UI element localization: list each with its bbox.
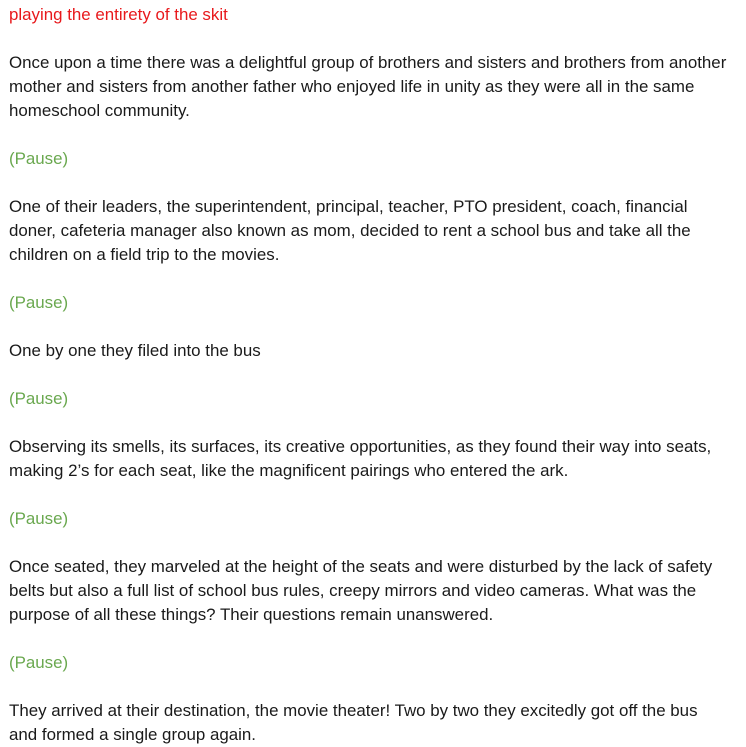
pause-cue: (Pause) bbox=[9, 653, 69, 672]
story-paragraph: Once upon a time there was a delightful group of brothers and sisters and brothers from another mother and sisters from another father who enjoyed life in unity as they were all in the same homeschool community. bbox=[9, 53, 727, 120]
story-paragraph: Observing its smells, its surfaces, its creative opportunities, as they found their way into seats, making 2’s for each seat, like the magnificent pairings who entered the ark. bbox=[9, 437, 712, 480]
story-paragraph: They arrived at their destination, the movie theater! Two by two they excitedly got off the bus and formed a single group again. bbox=[9, 701, 698, 744]
story-paragraph: One of their leaders, the superintendent, principal, teacher, PTO president, coach, financial doner, cafeteria manager also known as mom, decided to rent a school bus and take all the children on a field trip to the movies. bbox=[9, 197, 691, 264]
pause-cue: (Pause) bbox=[9, 389, 69, 408]
document-heading: playing the entirety of the skit bbox=[9, 5, 228, 24]
pause-cue: (Pause) bbox=[9, 149, 69, 168]
pause-cue: (Pause) bbox=[9, 293, 69, 312]
pause-cue: (Pause) bbox=[9, 509, 69, 528]
story-paragraph: One by one they filed into the bus bbox=[9, 341, 261, 360]
story-paragraph: Once seated, they marveled at the height of the seats and were disturbed by the lack of safety belts but also a full list of school bus rules, creepy mirrors and video cameras. What was the purpose of all these things? Their questions remain unanswered. bbox=[9, 557, 713, 624]
